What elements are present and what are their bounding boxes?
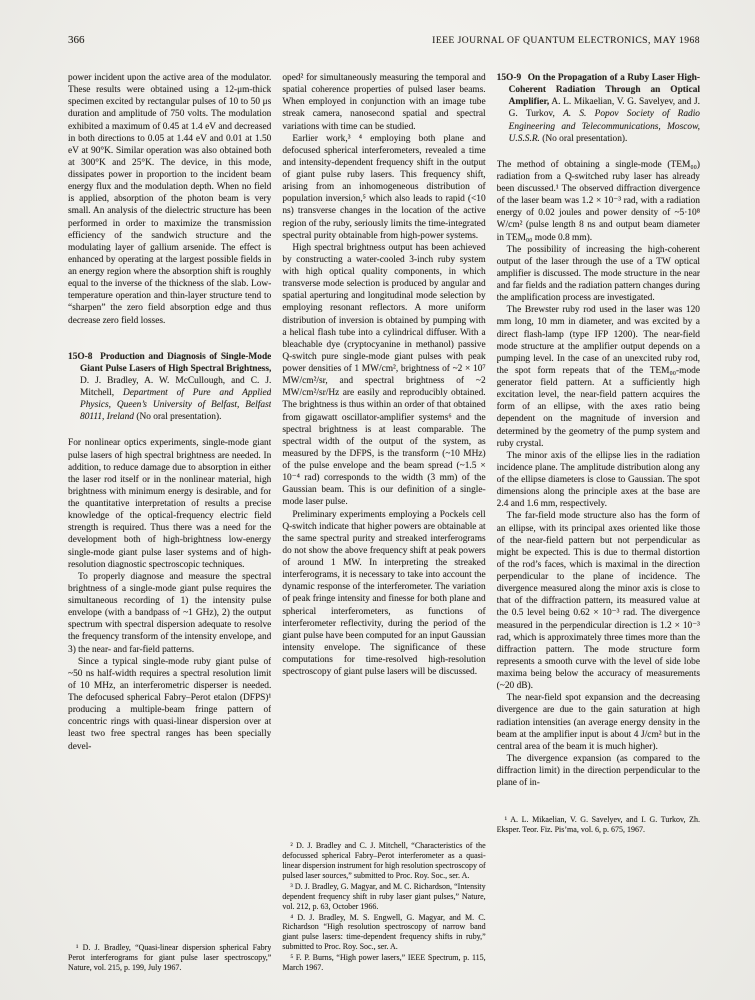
footnote: ² D. J. Bradley and C. J. Mitchell, “Characteristics of the defocussed spherical Fabry–Perot interferometer as a quasi-linear dispersion instrument for high resolution spectroscopy of pulsed laser sources,” submitted to Proc. Roy. Soc., ser. A.: [282, 841, 486, 880]
abstract-number: 15O-8: [68, 351, 93, 362]
abstract-affiliation: A. S. Popov Society of Radio Engineering and Telecommunications, Moscow, U.S.S.R.: [508, 109, 700, 144]
page-number: 366: [68, 34, 85, 46]
abstract-note: (No oral presentation).: [136, 412, 222, 423]
abstract-number: 15O-9: [496, 73, 522, 83]
footnote: ³ D. J. Bradley, G. Magyar, and M. C. Richardson, “Intensity dependent frequency shift in ruby laser giant pulses,” Nature, vol. 212, p. 63, October 1966.: [282, 881, 486, 911]
paragraph: Earlier work,³ ⁴ employing both plane and defocused spherical interferometers, revealed a time and intensity-dependent frequency shift in the output of giant pulse ruby lasers. This frequency shift, arising from an inhomogeneous distribution of population inversion,⁵ which also leads to rapid (<10 ns) transverse changes in the location of the active region of the ruby, seriously limits the time-integrated spectral purity obtainable from high-power systems.: [282, 133, 486, 241]
column-2: [282, 72, 485, 974]
footnotes: [282, 829, 485, 974]
paragraph: The Brewster ruby rod used in the laser was 120 mm long, 10 mm in diameter, and was excited by a direct flash-lamp (type IFP 1200). The near-field mode structure at the amplifier output depends on a pumping level. In the case of an unexcited ruby rod, the spot form repeats that of the TEM₀₀-mode generator field pattern. At a sufficiently high excitation level, the near-field pattern acquires the form of an ellipse, with the axes ratio being dependent on the magnitude of inversion and determined by the geometry of the pump system and ruby crystal.: [496, 305, 700, 449]
abstract-title: Production and Diagnosis of Single-Mode Giant Pulse Lasers of High Spectral Brightness,: [80, 351, 272, 374]
text-columns: [68, 72, 700, 974]
paragraph: The divergence expansion (as compared to the diffraction limit) in the direction perpendicular to the plane of in-: [496, 753, 700, 789]
paragraph: Since a typical single-mode ruby giant pulse of ~50 ns half-width requires a spectral resolution limit of 10 MHz, an interferometric disperser is needed. The defocused spherical Fabry–Perot etalon (DFPS)¹ producing a multiple-beam fringe pattern of concentric rings with quasi-linear dispersion over at least two free spectral ranges has been specially devel-: [68, 656, 272, 752]
journal-title: IEEE JOURNAL OF QUANTUM ELECTRONICS, MAY 1968: [432, 35, 700, 46]
footnote: ¹ A. L. Mikaelian, V. G. Savelyev, and I. G. Turkov, Zh. Eksper. Teor. Fiz. Pis’ma, vol. 6, p. 675, 1967.: [496, 815, 700, 835]
page-content: [68, 34, 700, 974]
abstract-note: (No oral presentation).: [542, 133, 628, 144]
abstract-heading-15o8: [68, 351, 271, 424]
column-1: [68, 72, 271, 974]
footnotes: [497, 803, 700, 836]
abstract-authors: A. L. Mikaelian, V. G. Savelyev, and J. G. Turkov,: [508, 97, 700, 120]
abstract-affiliation: Department of Pure and Applied Physics, Queen’s University of Belfast, Belfast 80111, Ireland: [80, 388, 272, 423]
footnote: ⁵ F. P. Burns, “High power lasers,” IEEE Spectrum, p. 115, March 1967.: [282, 953, 486, 973]
paragraph: The possibility of increasing the high-coherent output of the laser through the use of a TW optical amplifier is discussed. The mode structure in the near and far fields and the radiation pattern changes during the amplification process are investigated.: [496, 244, 700, 304]
paragraph: power incident upon the active area of the modulator. These results were obtained using a 12-μm-thick specimen excited by rectangular pulses of 10 to 50 μs duration and amplitude of 750 volts. The modulation exhibited a maximum of 0.45 at 1.4 eV and decreased in both directions to 0.05 at 1.44 eV and 0.01 at 1.50 eV at 90°K. Similar operation was also obtained both at 300°K and 25°K. The device, in this mode, dissipates power in proportion to the incident beam energy flux and the modulation depth. When no field is applied, absorption of the photon beam is very small. An analysis of the dielectric structure has been performed in order to maximize the transmission efficiency of the sandwich structure and the modulating layer of gallium arsenide. The effect is enhanced by operating at the largest possible fields in an energy region where the absorption shift is roughly equal to the inverse of the thickness of the slab. Low-temperature operation and thin-layer structure tend to “sharpen” the zero field absorption edge and thus decrease zero field losses.: [68, 73, 272, 326]
abstract-heading-15o9: [497, 72, 700, 145]
footnote: ¹ D. J. Bradley, “Quasi-linear dispersion spherical Fabry Perot interferograms for giant pulse laser spectroscopy,” Nature, vol. 215, p. 199, July 1967.: [68, 943, 272, 973]
paragraph: High spectral brightness output has been achieved by constructing a water-cooled 3-inch ruby system with high optical quality components, in which transverse mode selection is produced by angular and spatial aperturing and longitudinal mode selection by employing resonant reflectors. A more uniform distribution of inversion is obtained by pumping with a helical flash tube into a cylindrical diffuser. With a bleachable dye (cryptocyanine in methanol) passive Q-switch pure single-mode giant pulses with peak power densities of 1 MW/cm², brightness of ~2 × 10⁷ MW/cm²/sr, and spectral brightness of ~2 MW/cm²/sr/Hz are easily and reproducibly obtained. The brightness is thus within an order of that obtained from gigawatt oscillator-amplifier systems⁶ and the spectral brightness is at least comparable. The spectral width of the output of the system, as measured by the DFPS, is the transform (~10 MHz) of the pulse envelope and the beam spread (~1.5 × 10⁻⁴ rad) corresponds to the width (3 mm) of the Gaussian beam. This is our definition of a single-mode laser pulse.: [282, 242, 486, 508]
running-header: [68, 34, 700, 46]
paragraph: For nonlinear optics experiments, single-mode giant pulse lasers of high spectral brightness are needed. In addition, to reduce damage due to absorption in either the laser rod itself or in the nonlinear material, high brightness with minimum energy is desirable, and for the quantitative interpretation of results a precise knowledge of the optical-frequency electric field strength is required. Thus there was a need for the development both of high-brightness low-energy single-mode giant pulse laser systems and of high-resolution diagnostic spectroscopic techniques.: [68, 438, 272, 570]
paragraph: The minor axis of the ellipse lies in the radiation incidence plane. The amplitude distribution along any of the ellipse diameters is close to Gaussian. The spot dimensions along the principle axes at the base are 2.4 and 1.6 mm, respectively.: [496, 450, 700, 510]
paragraph: oped² for simultaneously measuring the temporal and spatial coherence properties of pulsed laser beams. When employed in conjunction with an image tube streak camera, nanosecond spatial and spectral variations with time can be studied.: [282, 73, 486, 132]
paragraph: The far-field mode structure also has the form of an ellipse, with its principal axes oriented like those of the near-field pattern but not perpendicular as might be expected. This is due to thermal distortion of the rod’s faces, which is maximal in the direction perpendicular to the plane of incidence. The divergence measured along the minor axis is close to that of the diffraction pattern, its measured value at the 0.5 level being 0.62 × 10⁻³ rad. The divergence measured in the perpendicular direction is 1.2 × 10⁻³ rad, which is approximately three times more than the diffraction pattern. The mode structure form represents a smooth curve with the level of side lobe maxima being below the accuracy of measurements (~20 dB).: [496, 511, 700, 692]
paragraph: The method of obtaining a single-mode (TEM₀₀) radiation from a Q-switched ruby laser has already been discussed.¹ The observed diffraction divergence of the laser beam was 1.2 × 10⁻³ rad, with a radiation energy of 0.02 joules and power density of ~5·10⁸ W/cm² (pulse length 8 ns and output beam diameter in TEM₀₀ mode 0.8 mm).: [496, 159, 700, 243]
footnote: ⁴ D. J. Bradley, M. S. Engwell, G. Magyar, and M. C. Richardson “High resolution spectroscopy of narrow band giant pulse lasers: time-dependent frequency shifts in ruby,” submitted to Proc. Roy. Soc., ser. A.: [282, 912, 486, 952]
footnotes: [68, 931, 271, 974]
column-3: [497, 72, 700, 974]
paragraph: Preliminary experiments employing a Pockels cell Q-switch indicate that higher powers are obtainable at the same spectral purity and streaked interferograms do not show the above frequency shift at peak powers of around 1 MW. In interpreting the streaked interferograms, it is necessary to take into account the dynamic response of the interferometer. The variation of peak fringe intensity and finesse for both plane and spherical interferometers, as functions of interferometer reflectivity, during the period of the giant pulse have been computed for an input Gaussian intensity envelope. The significance of these computations for time-resolved high-resolution spectroscopy of giant pulse lasers will be discussed.: [282, 509, 486, 678]
paragraph: The near-field spot expansion and the decreasing divergence are due to the gain saturation at high radiation intensities (an average energy density in the beam at the amplifier input is about 4 J/cm² but in the central area of the beam it is much higher).: [496, 693, 700, 752]
paragraph: To properly diagnose and measure the spectral brightness of a single-mode giant pulse requires the simultaneous recording of 1) the intensity pulse envelope (with a bandpass of ~1 GHz), 2) the output spectrum with spectral dispersion adequate to resolve the frequency transform of the intensity envelope, and 3) the near- and far-field patterns.: [68, 571, 272, 655]
abstract-authors: D. J. Bradley, A. W. McCullough, and C. J. Mitchell,: [80, 375, 272, 398]
abstract-title: On the Propagation of a Ruby Laser High-Coherent Radiation Through an Optical Amplifier,: [508, 73, 700, 108]
